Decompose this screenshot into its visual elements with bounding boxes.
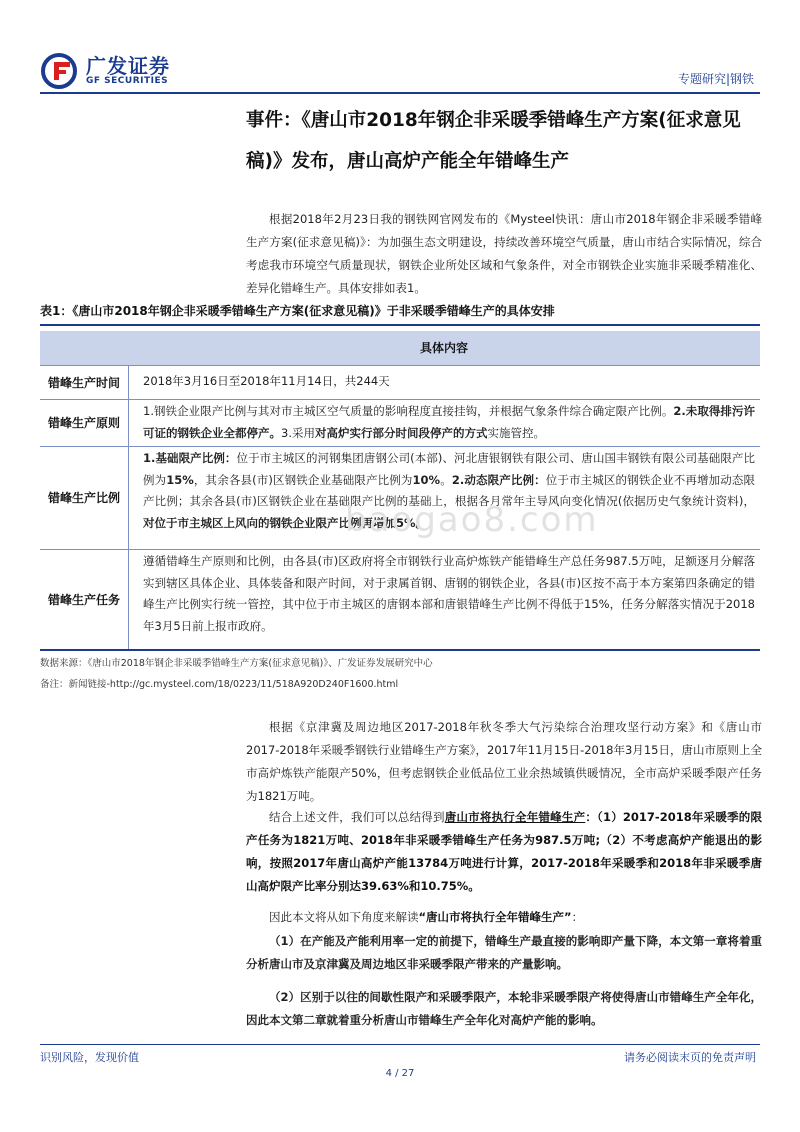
row-label-time: 错峰生产时间 [47,375,120,390]
footer-slogan: 识别风险，发现价值 [40,1051,139,1064]
row-divider [40,549,760,550]
table-top-border [40,324,760,326]
row-divider [40,365,760,366]
header-divider [40,92,760,94]
table-title: 表1：《唐山市2018年钢企非采暖季错峰生产方案(征求意见稿)》于非采暖季错峰生产的具体安排 [40,304,555,318]
event-headline: 事件：《唐山市2018年钢企非采暖季错峰生产方案(征求意见稿)》发布，唐山高炉产能全年错峰生产 [246,110,741,172]
table-header-label: 具体内容 [419,341,468,355]
row-label-task: 错峰生产任务 [47,592,120,607]
intro-paragraph: 根据2018年2月23日我的钢铁网官网发布的《Mysteel快讯：唐山市2018年钢企非采暖季错峰生产方案(征求意见稿)》：为加强生态文明建设，持续改善环境空气质量，唐山市结合实际情况，综合考虑我市环境空气质量现状，钢铁企业所处区域和气象条件，对全市钢铁企业实施非采暖季精准化、差异化错峰生产。具体安排如表1。 [246,212,762,295]
table-source: 数据来源：《唐山市2018年钢企非采暖季错峰生产方案(征求意见稿)》、广发证券发展研究中心 [40,658,433,669]
row-label-principle: 错峰生产原则 [47,416,120,430]
row-divider [40,399,760,400]
table-bottom-border [40,649,760,651]
watermark: baogao8.com [345,500,599,540]
body-paragraph-3: 因此本文将从如下角度来解读“唐山市将执行全年错峰生产”： [269,910,584,924]
row-text-task: 遵循错峰生产原则和比例，由各县(市)区政府将全市钢铁行业高炉炼铁产能错峰生产总任务987.5万吨，足额逐月分解落实到辖区具体企业、具体装备和限产时间，对于隶属首钢、唐钢的钢铁企业，各县(市)区按不高于本方案第四条确定的错峰生产比例实行统一管控，其中位于市主城区的唐钢本部和唐银错峰生产比例不得低于15%，任务分解落实情况于2018年3月5日前上报市政府。 [143,554,755,633]
body-paragraph-1: 根据《京津冀及周边地区2017-2018年秋冬季大气污染综合治理攻坚行动方案》和《唐山市2017-2018年采暖季钢铁行业错峰生产方案》，2017年11月15日-2018年3月15日，唐山市原则上全市高炉炼铁产能限产50%，但考虑钢铁企业低品位工业余热域镇供暖情况，全市高炉采暖季限产任务为1821万吨。 [246,720,762,803]
body-paragraph-5: （2）区别于以往的间歇性限产和采暖季限产，本轮非采暖季限产将使得唐山市错峰生产全年化，因此本文第二章就着重分析唐山市错峰生产全年化对高炉产能的影响。 [246,990,762,1027]
body-paragraph-2: 结合上述文件，我们可以总结得到唐山市将执行全年错峰生产：（1）2017-2018年采暖季的限产任务为1821万吨、2018年非采暖季错峰生产任务为987.5万吨;（2）不考虑高炉产能退出的影响，按照2017年唐山高炉产能13784万吨进行计算，2017-2018年采暖季和2018年非采暖季唐山高炉限产比率分别达39.63%和10.75%。 [246,810,762,893]
footer-disclaimer: 请务必阅读末页的免责声明 [624,1051,756,1064]
row-text-ratio: 1.基础限产比例：位于市主城区的河钢集团唐钢公司(本部)、河北唐银钢铁有限公司、唐山国丰钢铁有限公司基础限产比例为15%，其余各县(市)区钢铁企业基础限产比例为10%。2.动态限产比例：位于市主城区的钢铁企业不再增加动态限产比例；其余各县(市)区钢铁企业在基础限产比例的基础上，根据各月常年主导风向变化情况(依据历史气象统计资料)，对位于市主城区上风向的钢铁企业限产比例再增加5%。 [143,451,756,530]
column-divider [128,365,129,649]
footer-divider [40,1044,760,1045]
row-label-ratio: 错峰生产比例 [47,491,120,505]
row-divider [40,446,760,447]
gf-logo-icon [40,52,78,90]
row-text-time: 2018年3月16日至2018年11月14日，共244天 [143,374,390,388]
logo-chinese-text: 广发证券 [86,54,170,78]
body-paragraph-4: （1）在产能及产能利用率一定的前提下，错峰生产最直接的影响即产量下降，本文第一章将着重分析唐山市及京津冀及周边地区非采暖季限产带来的产量影响。 [246,934,762,971]
page-number: 4 / 27 [385,1068,415,1079]
logo-english-text: GF SECURITIES [86,76,169,86]
table-note: 备注：新闻链接-http://gc.mysteel.com/18/0223/11/518A920D240F1600.html [40,679,399,690]
report-type: 专题研究|钢铁 [677,72,754,86]
row-text-principle: 1.钢铁企业限产比例与其对市主城区空气质量的影响程度直接挂钩，并根据气象条件综合确定限产比例。2.未取得排污许可证的钢铁企业全都停产。3.采用对高炉实行部分时间段停产的方式实施管控。 [143,404,755,440]
